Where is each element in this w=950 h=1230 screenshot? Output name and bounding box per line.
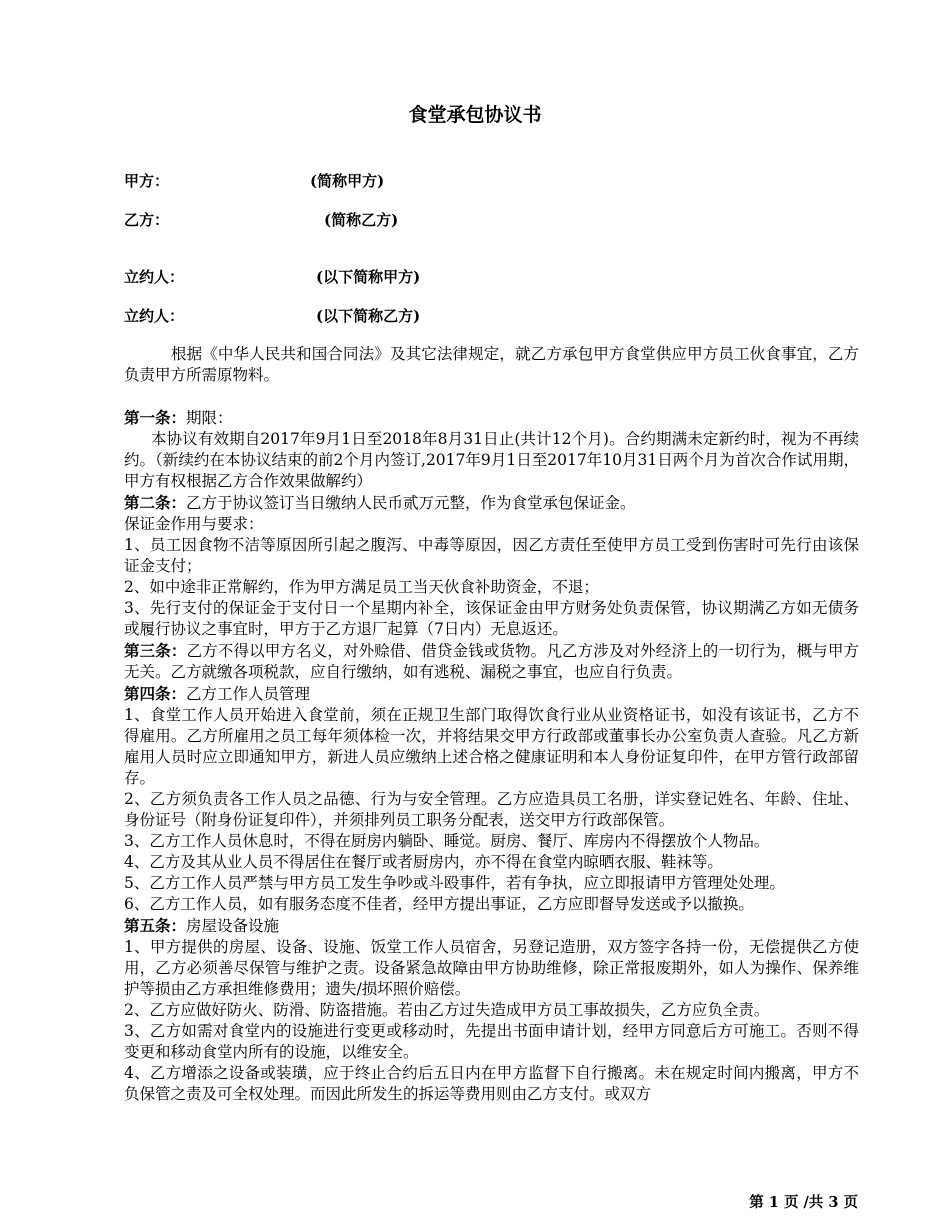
- article-4-item: 1、食堂工作人员开始进入食堂前，须在正规卫生部门取得饮食行业从业资格证书，如没有该证书，乙方不得雇用。乙方所雇用之员工每年须体检一次，并将结果交甲方行政部或董事长办公室负责人查验。凡乙方新雇用人员时应立即通知甲方，新进人员应缴纳上述合格之健康证明和本人身份证复印件，在甲方管行政部留存。: [124, 706, 859, 787]
- intro-paragraph: 根据《中华人民共和国合同法》及其它法律规定，就乙方承包甲方食堂供应甲方员工伙食事宜，乙方负责甲方所需原物料。: [124, 345, 859, 384]
- article-4-item: 5、乙方工作人员严禁与甲方员工发生争吵或斗殴事件，若有争执，应立即报请甲方管理处处理。: [124, 874, 785, 892]
- article-4-title: 乙方工作人员管理: [186, 685, 311, 703]
- article-2-text: 乙方于协议签订当日缴纳人民币贰万元整，作为食堂承包保证金。: [186, 494, 636, 512]
- article-5-heading: 第五条：: [124, 916, 187, 935]
- article-4-item: 6、乙方工作人员，如有服务态度不佳者，经甲方提出事证，乙方应即督导发送或予以撤换。: [124, 895, 754, 913]
- article-2-heading: 第二条：: [124, 493, 187, 512]
- article-5-item: 2、乙方应做好防火、防滑、防盗措施。若由乙方过失造成甲方员工事故损失，乙方应负全责。: [124, 1001, 770, 1019]
- article-1-heading: 第一条：: [124, 408, 187, 427]
- article-4-heading-line: [124, 683, 859, 705]
- party-b-note: (简称乙方): [324, 211, 399, 229]
- article-5-title: 房屋设备设施: [186, 917, 280, 935]
- article-4-item: 4、乙方及其从业人员不得居住在餐厅或者厨房内，亦不得在食堂内晾晒衣服、鞋袜等。: [124, 853, 723, 871]
- party-b-line: [124, 209, 399, 230]
- signer-b-line: [124, 305, 421, 326]
- article-2-sub: 保证金作用与要求：: [124, 515, 264, 533]
- document-title: 食堂承包协议书: [408, 104, 542, 126]
- article-1-text: 本协议有效期自2017年9月1日至2018年8月31日止(共计12个月)。合约期满未定新约时，视为不再续约。（新续约在本协议结束的前2个月内签订,2017年9月1日至2017年10月31日两个月为首次合作试用期，甲方有权根据乙方合作效果做解约）: [124, 430, 859, 490]
- signer-b-label: 立约人：: [124, 307, 185, 325]
- article-5-item: 1、甲方提供的房屋、设备、设施、饭堂工作人员宿舍，另登记造册，双方签字各持一份，无偿提供乙方使用，乙方必须善尽保管与维护之责。设备紧急故障由甲方协助维修，除正常报废期外，如人为操作、保养维护等损由乙方承担维修费用；遗失/损坏照价赔偿。: [124, 938, 859, 998]
- article-5-item: 4、乙方增添之设备或装璜，应于终止合约后五日内在甲方监督下自行搬离。未在规定时间内搬离，甲方不负保管之责及可全权处理。而因此所发生的拆运等费用则由乙方支付。或双方: [124, 1064, 859, 1103]
- article-1-heading-line: [124, 407, 859, 429]
- article-2-item: 1、员工因食物不洁等原因所引起之腹泻、中毒等原因，因乙方责任至使甲方员工受到伤害时可先行由该保证金支付；: [124, 536, 859, 575]
- article-3-text: 乙方不得以甲方名义，对外赊借、借贷金钱或货物。凡乙方涉及对外经济上的一切行为，概与甲方无关。乙方就缴各项税款，应自行缴纳，如有逃税、漏税之事宜，也应自行负责。: [124, 642, 859, 681]
- party-a-label: 甲方：: [124, 172, 170, 190]
- article-5-item: 3、乙方如需对食堂内的设施进行变更或移动时，先提出书面申请计划，经甲方同意后方可施工。否则不得变更和移动食堂内所有的设施，以维安全。: [124, 1022, 859, 1061]
- article-2-item: 2、如中途非正常解约，作为甲方满足员工当天伙食补助资金，不退；: [124, 578, 599, 596]
- party-a-line: [124, 170, 385, 191]
- signer-a-label: 立约人：: [124, 268, 185, 286]
- article-5-heading-line: [124, 915, 859, 937]
- article-4-heading: 第四条：: [124, 684, 187, 703]
- document-body: [124, 344, 859, 1105]
- signer-a-note: (以下简称甲方): [316, 268, 421, 286]
- article-3-line: [124, 640, 859, 683]
- party-a-note: (简称甲方): [310, 172, 385, 190]
- article-4-item: 3、乙方工作人员休息时，不得在厨房内躺卧、睡觉。厨房、餐厅、库房内不得摆放个人物品。: [124, 832, 770, 850]
- page-number-footer: 第 1 页 /共 3 页: [749, 1194, 858, 1211]
- article-1-title: 期限：: [186, 409, 233, 427]
- party-b-label: 乙方：: [124, 211, 170, 229]
- signer-b-note: (以下简称乙方): [316, 307, 421, 325]
- signer-a-line: [124, 266, 421, 287]
- article-4-item: 2、乙方须负责各工作人员之品德、行为与安全管理。乙方应造具员工名册，详实登记姓名、年龄、住址、身份证号（附身份证复印件），并须排列员工职务分配表，送交甲方行政部保管。: [124, 790, 859, 829]
- article-2-line: [124, 492, 859, 514]
- article-3-heading: 第三条：: [124, 641, 187, 660]
- article-2-item: 3、先行支付的保证金于支付日一个星期内补全，该保证金由甲方财务处负责保管，协议期满乙方如无债务或履行协议之事宜时，甲方于乙方退厂起算（7日内）无息返还。: [124, 599, 859, 638]
